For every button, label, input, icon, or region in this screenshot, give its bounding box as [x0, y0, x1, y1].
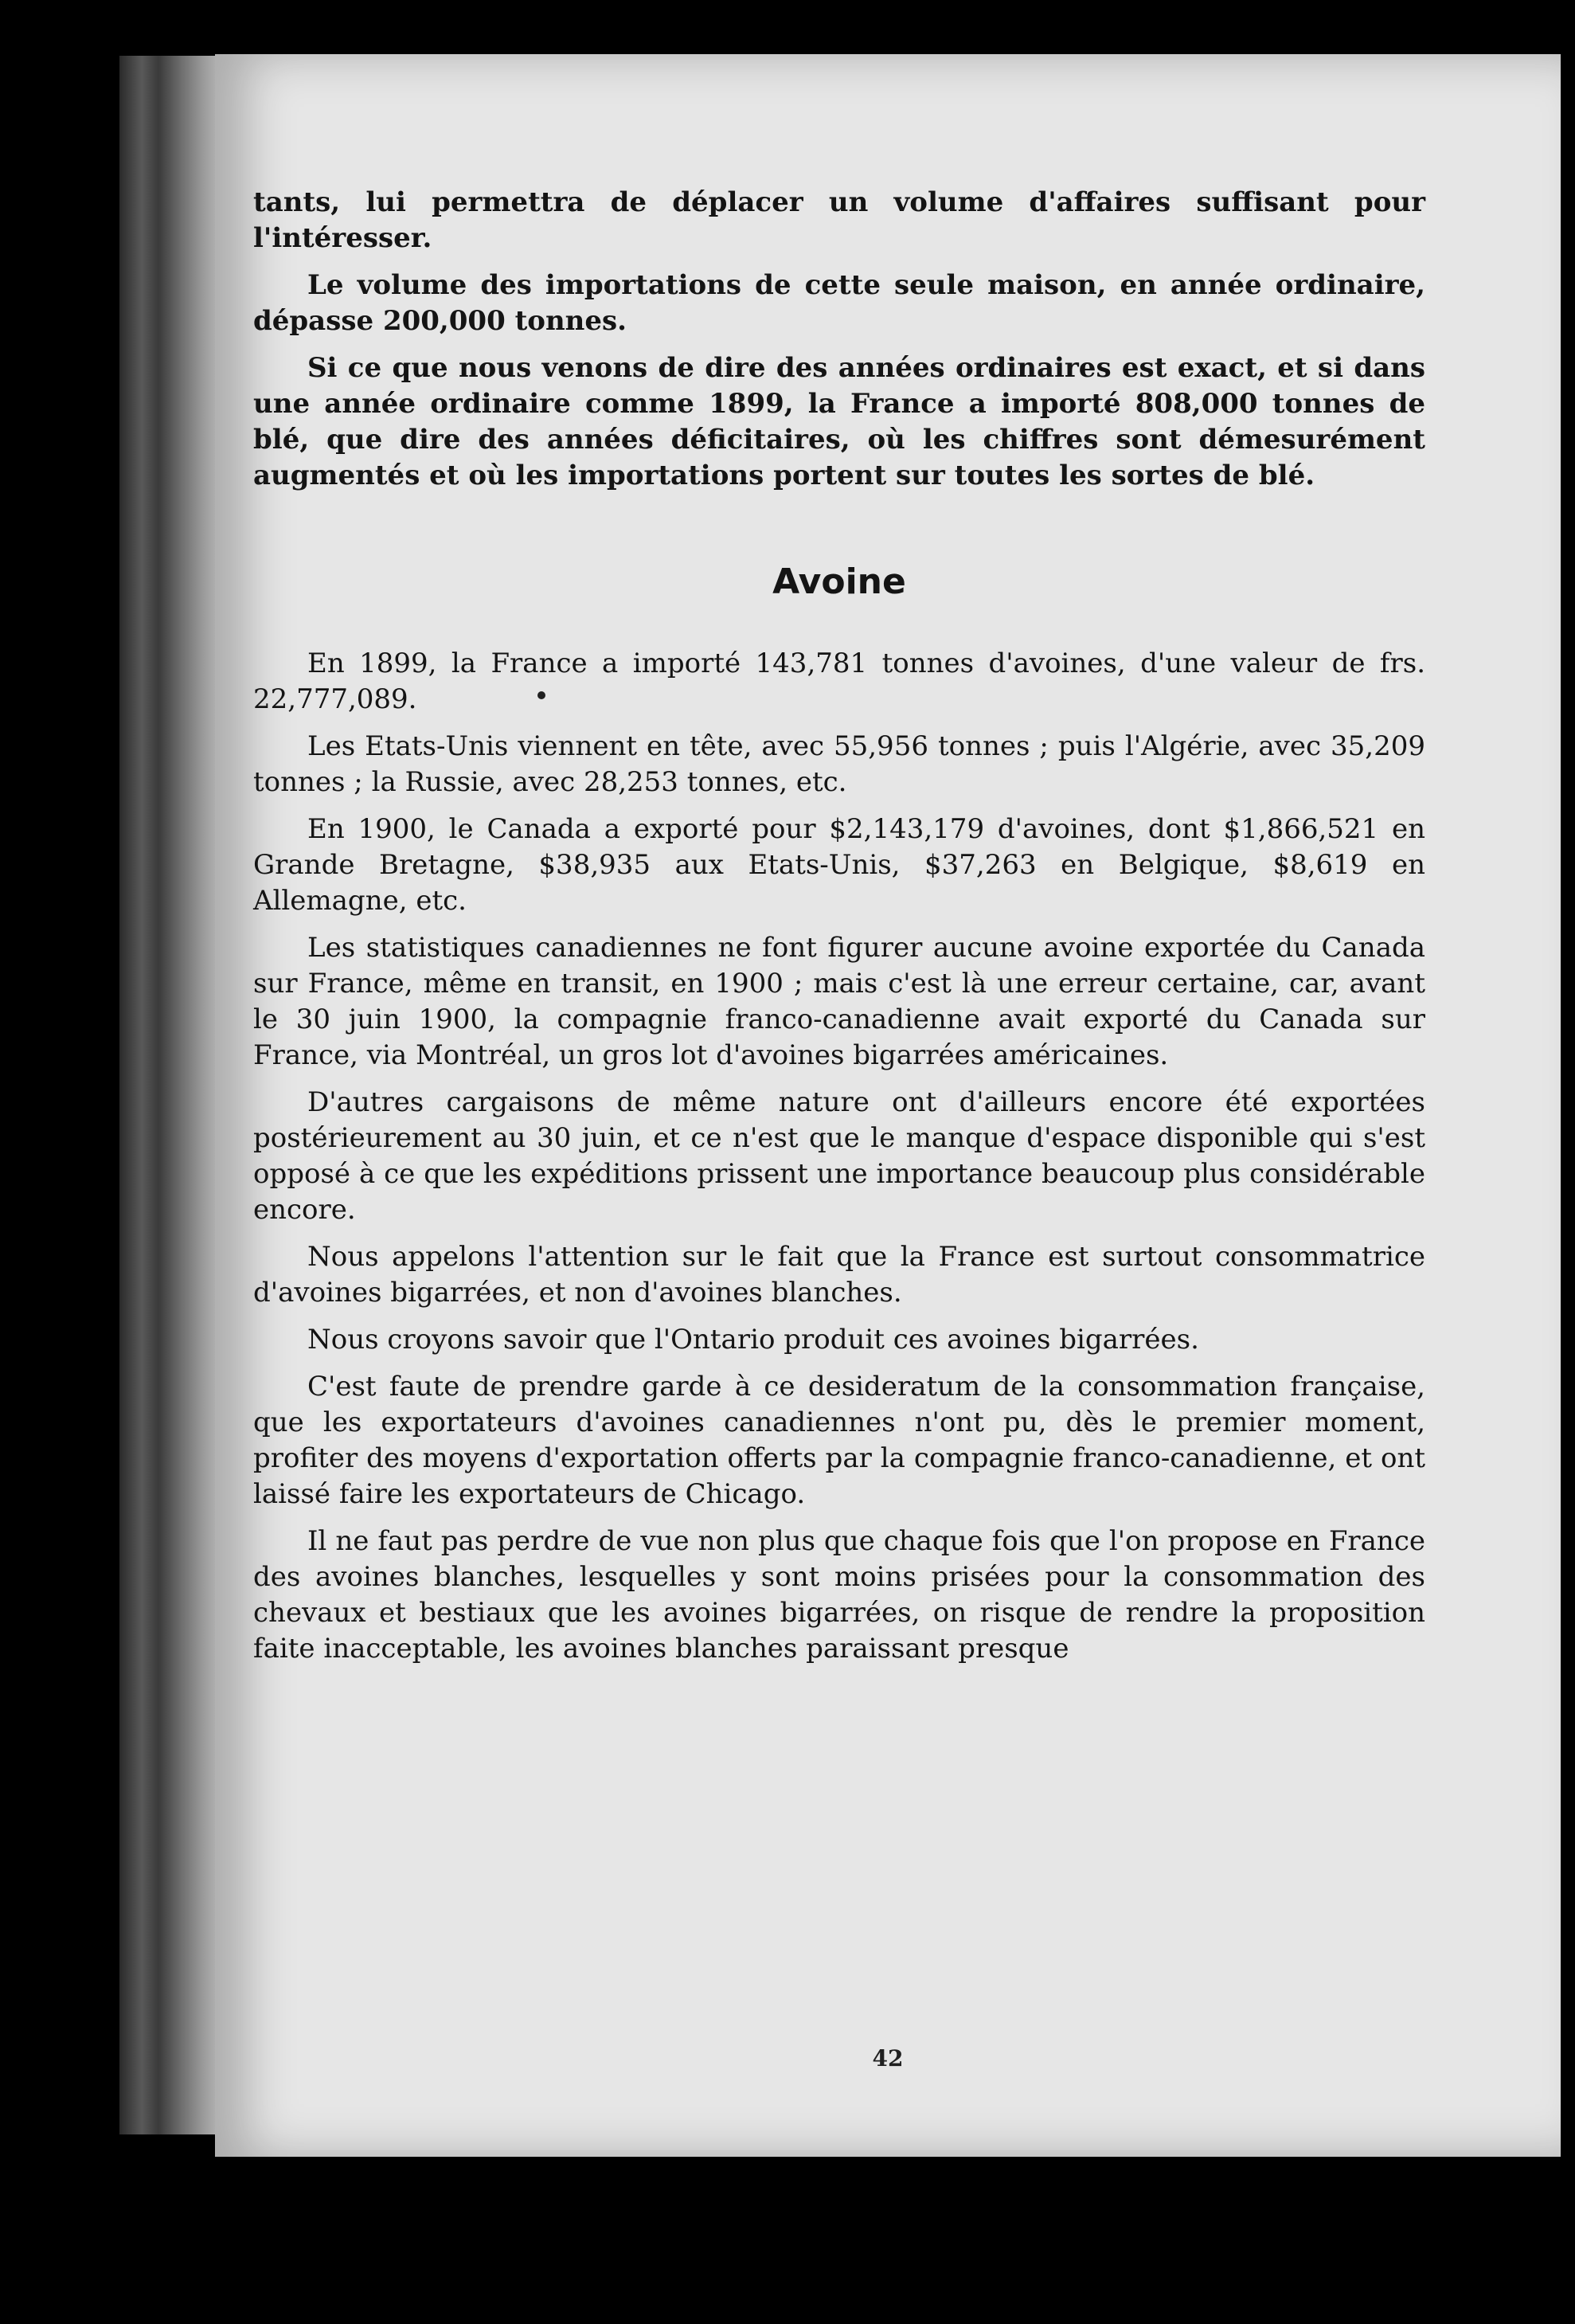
paragraph-ontario: Nous croyons savoir que l'Ontario produit ces avoines bigarrées. [307, 1324, 1199, 1356]
section-heading: Avoine [772, 561, 906, 602]
paragraph-1899-imports: En 1899, la France a importé 143,781 tonnes d'avoines, d'une valeur de frs. 22,777,089. [253, 648, 1425, 715]
paragraph-continuation: tants, lui permettra de déplacer un volume d'affaires suffisant pour l'intéresser. [253, 186, 1425, 254]
paragraph-import-volume: Le volume des importations de cette seule maison, en année ordinaire, dépasse 200,000 tonnes. [253, 269, 1425, 337]
paragraph-sources: Les Etats-Unis viennent en tête, avec 55,956 tonnes ; puis l'Algérie, avec 35,209 tonnes ; la Russie, avec 28,253 tonnes, etc. [253, 730, 1425, 798]
paragraph-ordinary-years: Si ce que nous venons de dire des années ordinaires est exact, et si dans une année ordinaire comme 1899, la France a importé 808,000 tonnes de blé, que dire des années déficitaires, où les chiffres sont démesurément augmentés et où les importations portent sur toutes les sortes de blé. [253, 352, 1425, 491]
paragraph-1900-exports: En 1900, le Canada a exporté pour $2,143,179 d'avoines, dont $1,866,521 en Grande Bretagne, $38,935 aux Etats-Unis, $37,263 en Belgique, $8,619 en Allemagne, etc. [253, 813, 1425, 917]
page-number: 42 [872, 2045, 904, 2072]
paragraph-other-cargo: D'autres cargaisons de même nature ont d'ailleurs encore été exportées postérieurement au 30 juin, et ce n'est que le manque d'espace disponible qui s'est opposé à ce que les expéditions prissent une importance beaucoup plus considérable encore. [253, 1086, 1425, 1226]
book-page-edges [119, 56, 231, 2134]
paragraph-statistics: Les statistiques canadiennes ne font figurer aucune avoine exportée du Canada sur France, même en transit, en 1900 ; mais c'est là une erreur certaine, car, avant le 30 juin 1900, la compagnie franco-canadienne avait exporté du Canada sur France, via Montréal, un gros lot d'avoines bigarrées américaines. [253, 932, 1425, 1071]
paragraph-attention: Nous appelons l'attention sur le fait que la France est surtout consommatrice d'avoines bigarrées, et non d'avoines blanches. [253, 1241, 1425, 1309]
page-text [253, 185, 1425, 1667]
paragraph-white-oats: Il ne faut pas perdre de vue non plus que chaque fois que l'on propose en France des avoines blanches, lesquelles y sont moins prisées pour la consommation des chevaux et bestiaux que les avoines bigarrées, on risque de rendre la proposition faite inacceptable, les avoines blanches paraissant presque [253, 1525, 1425, 1665]
paragraph-desideratum: C'est faute de prendre garde à ce desideratum de la consommation française, que les exportateurs d'avoines canadiennes n'ont pu, dès le premier moment, profiter des moyens d'exportation offerts par la compagnie franco-canadienne, et ont laissé faire les exportateurs de Chicago. [253, 1371, 1425, 1510]
